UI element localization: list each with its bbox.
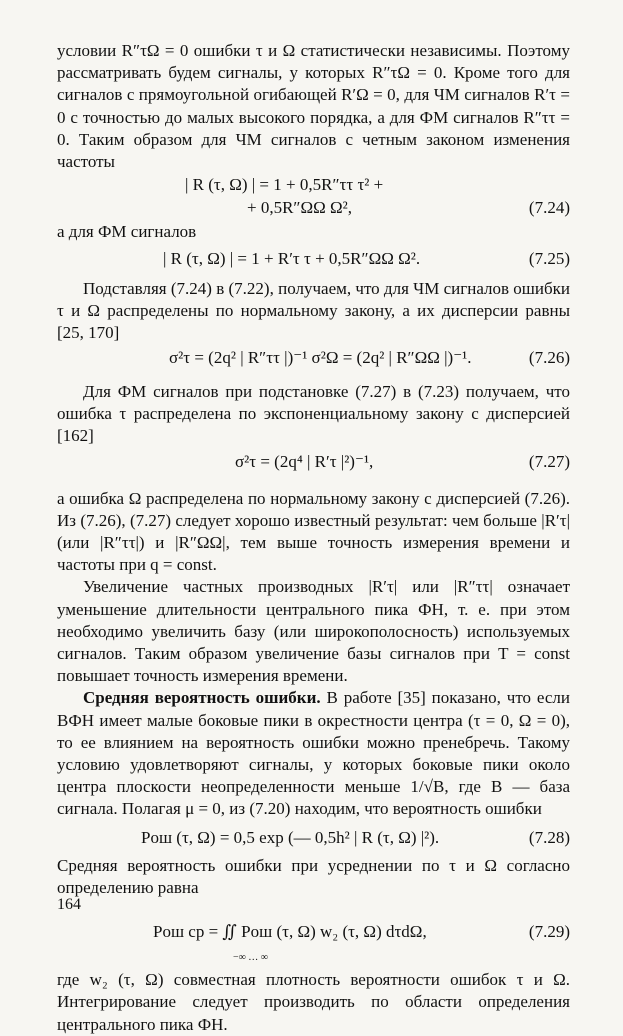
- equation-7-29-text: Pош ср = ∬ Pош (τ, Ω) w₂ (τ, Ω) dτdΩ,: [153, 922, 427, 942]
- section-heading: Средняя вероятность ошибки.: [83, 688, 321, 708]
- equation-7-26: [57, 347, 570, 369]
- paragraph-7: [57, 687, 570, 820]
- equation-7-25: [57, 248, 570, 270]
- equation-7-28: [57, 827, 570, 849]
- paragraph-7-text: В работе [35] показано, что если ВФН имеет малые боковые пики в окрестности центра (τ = 0, Ω = 0), то ее влиянием на вероятность ошибки можно пренебречь. Такому условию удовлетворяют сигналы, у которых боковые пики около центра плоскости неопределенности меньше 1/√B, где B — база сигнала. Полагая μ = 0, из (7.20) находим, что вероятность ошибки: [57, 688, 570, 819]
- paragraph-1: условии R″τΩ = 0 ошибки τ и Ω статистически независимы. Поэтому рассматривать будем сигналы, у которых R″τΩ = 0. Кроме того для сигналов с прямоугольной огибающей R′Ω = 0, для ЧМ сигналов R′τ = 0 с точностью до малых высокого порядка, а для ФМ сигналов R″ττ = 0. Таким образом для ЧМ сигналов с четным законом изменения частоты: [57, 41, 570, 172]
- paragraph-3: Подставляя (7.24) в (7.22), получаем, что для ЧМ сигналов ошибки τ и Ω распределены по нормальному закону, а их дисперсии равны [25, 170]: [57, 278, 570, 343]
- paragraph-5: а ошибка Ω распределена по нормальному закону с дисперсией (7.26). Из (7.26), (7.27) следует хорошо известный результат: чем больше |R′τ| (или |R″ττ|) и |R″ΩΩ|, тем выше точность измерения времени и частоты при q = const.: [57, 488, 570, 575]
- equation-7-28-number: (7.28): [528, 827, 570, 847]
- equation-7-25-text: | R (τ, Ω) | = 1 + R′τ τ + 0,5R″ΩΩ Ω².: [163, 248, 421, 268]
- equation-7-29-limits: −∞ … ∞: [233, 952, 268, 964]
- paragraph-9: где w₂ (τ, Ω) совместная плотность вероятности ошибок τ и Ω. Интегрирование следует производить по области определения центрального пика ФН.: [57, 970, 570, 1034]
- equation-7-27: [57, 451, 570, 473]
- paragraph-6: Увеличение частных производных |R′τ| или |R″ττ| означает уменьшение длительности центрального пика ФН, т. е. при этом необходимо увеличить базу (или широкополосность) используемых сигналов. Таким образом увеличение базы сигналов при T = const повышает точность измерения времени.: [57, 577, 570, 686]
- equation-7-24-text-1: | R (τ, Ω) | = 1 + 0,5R″ττ τ² +: [185, 175, 384, 195]
- equation-7-29-number: (7.29): [528, 922, 570, 942]
- page-number: 164: [57, 896, 81, 913]
- equation-7-25-number: (7.25): [528, 248, 570, 268]
- equation-7-24-line-2: [57, 197, 570, 219]
- paragraph-8: Средняя вероятность ошибки при усреднении по τ и Ω согласно определению равна: [57, 855, 570, 898]
- equation-7-27-text: σ²τ = (2q⁴ | R′τ |²)⁻¹,: [235, 452, 374, 472]
- paragraph-2: а для ФМ сигналов: [57, 221, 197, 241]
- equation-7-24-number: (7.24): [528, 198, 570, 218]
- equation-7-29: [57, 907, 570, 964]
- equation-7-26-number: (7.26): [528, 347, 570, 367]
- equation-7-24-line-1: [57, 174, 570, 196]
- equation-7-24-text-2: + 0,5R″ΩΩ Ω²,: [247, 198, 353, 218]
- equation-7-28-text: Pош (τ, Ω) = 0,5 exp (— 0,5h² | R (τ, Ω) |²).: [141, 827, 440, 847]
- equation-7-27-number: (7.27): [528, 452, 570, 472]
- equation-7-26-text: σ²τ = (2q² | R″ττ |)⁻¹ σ²Ω = (2q² | R″ΩΩ |)⁻¹.: [169, 347, 472, 367]
- paragraph-4: Для ФМ сигналов при подстановке (7.27) в (7.23) получаем, что ошибка τ распределена по экспоненциальному закону с дисперсией [162]: [57, 381, 570, 446]
